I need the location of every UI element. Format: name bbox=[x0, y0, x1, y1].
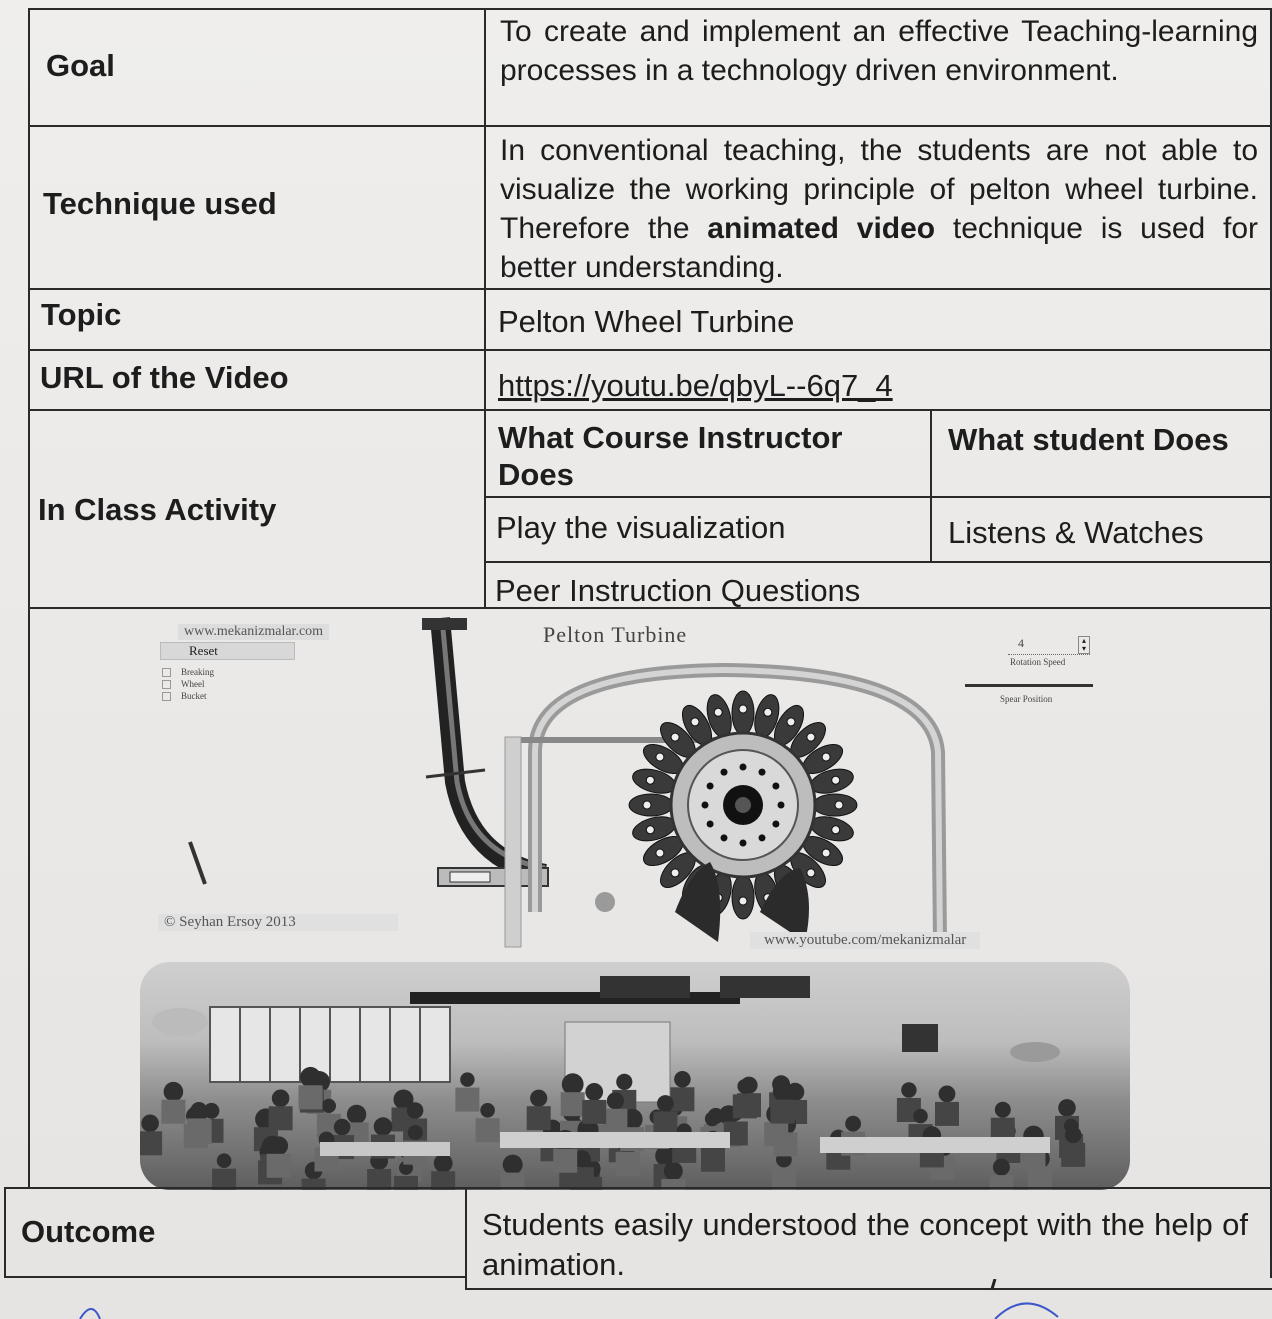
student-body bbox=[670, 1087, 694, 1111]
technique-value bbox=[500, 131, 1258, 287]
goal-label: Goal bbox=[46, 48, 115, 83]
student-body bbox=[603, 1109, 627, 1133]
student-head bbox=[269, 1136, 288, 1155]
bucket-highlight bbox=[807, 869, 815, 877]
disc-bolt bbox=[759, 769, 766, 776]
bucket-highlight bbox=[671, 869, 679, 877]
outcome-value: Students easily understood the concept with the help of animation. bbox=[482, 1207, 1248, 1282]
disc-bolt bbox=[721, 769, 728, 776]
student-body bbox=[616, 1152, 640, 1176]
url-label: URL of the Video bbox=[40, 360, 289, 395]
disc-bolt bbox=[778, 802, 785, 809]
row-divider-goal bbox=[28, 125, 1272, 127]
disc-bolt bbox=[740, 840, 747, 847]
student-head bbox=[300, 1067, 321, 1088]
checkbox-label: Bucket bbox=[181, 691, 207, 701]
goal-value: To create and implement an effective Teaching-learning processes in a technology driven environment. bbox=[500, 15, 1258, 87]
disc-bolt bbox=[707, 821, 714, 828]
student-body bbox=[140, 1131, 162, 1155]
student-head bbox=[374, 1117, 393, 1136]
student-body bbox=[764, 1122, 788, 1146]
outcome-top-border bbox=[4, 1187, 1272, 1189]
technique-value-part2: technique is used for better understanding. bbox=[500, 212, 1258, 284]
student-head bbox=[272, 1090, 290, 1108]
copyright-label: © Seyhan Ersoy 2013 bbox=[158, 914, 398, 931]
outcome-label: Outcome bbox=[21, 1214, 156, 1249]
student-head bbox=[503, 1155, 523, 1175]
bucket-highlight bbox=[671, 733, 679, 741]
student-body bbox=[653, 1112, 677, 1136]
pelton-turbine-drawing bbox=[150, 612, 1120, 957]
bucket-highlight bbox=[643, 801, 651, 809]
student-body bbox=[161, 1100, 185, 1124]
rotation-speed-value: 4 bbox=[1018, 636, 1024, 650]
technique-value-part1: In conventional teaching, the students are not able to visualize the working principle of pelton wheel turbine. Therefore the bbox=[500, 134, 1258, 245]
student-head bbox=[347, 1105, 366, 1124]
student-head bbox=[616, 1074, 632, 1090]
disc-bolt bbox=[702, 802, 709, 809]
bucket-highlight bbox=[832, 826, 840, 834]
student-head bbox=[995, 1102, 1011, 1118]
student-body bbox=[476, 1118, 500, 1142]
student-body bbox=[553, 1149, 577, 1173]
student-head bbox=[407, 1102, 424, 1119]
bucket-highlight bbox=[656, 753, 664, 761]
student-head bbox=[530, 1090, 547, 1107]
bucket-highlight bbox=[787, 718, 795, 726]
animation-screenshot bbox=[150, 612, 1120, 957]
disc-bolt bbox=[772, 821, 779, 828]
bucket-highlight bbox=[656, 849, 664, 857]
animation-site-label: www.mekanizmalar.com bbox=[178, 624, 329, 640]
topic-value: Pelton Wheel Turbine bbox=[498, 304, 795, 339]
figure-border-left bbox=[28, 608, 30, 1188]
student-body bbox=[187, 1118, 211, 1142]
video-url-link[interactable]: https://youtu.be/qbyL--6q7_4 bbox=[498, 368, 893, 403]
technique-label: Technique used bbox=[43, 186, 277, 221]
student-action: Listens & Watches bbox=[948, 515, 1204, 550]
pen-marks bbox=[0, 1279, 1272, 1319]
student-head bbox=[664, 1162, 683, 1181]
checkbox-label: Wheel bbox=[181, 679, 205, 689]
student-head bbox=[164, 1082, 184, 1102]
student-head bbox=[217, 1153, 232, 1168]
checkbox-label: Breaking bbox=[181, 667, 214, 677]
student-body bbox=[935, 1102, 959, 1126]
student-body bbox=[267, 1154, 291, 1178]
spear-position-label: Spear Position bbox=[1000, 694, 1053, 704]
activity-header-divider bbox=[484, 496, 1272, 498]
bucket-highlight bbox=[646, 826, 654, 834]
student-head bbox=[408, 1125, 423, 1140]
student-head bbox=[674, 1071, 691, 1088]
bucket-highlight bbox=[764, 708, 772, 716]
bucket-highlight bbox=[822, 753, 830, 761]
activity-row-divider bbox=[484, 561, 1272, 563]
student-head bbox=[585, 1083, 603, 1101]
student-head bbox=[773, 1082, 792, 1101]
bucket-highlight bbox=[807, 733, 815, 741]
student-head bbox=[993, 1159, 1010, 1176]
student-head bbox=[737, 1079, 752, 1094]
student-head bbox=[1058, 1099, 1076, 1117]
student-body bbox=[701, 1148, 725, 1172]
bucket-highlight bbox=[646, 776, 654, 784]
stepper-arrows-icon[interactable]: ▴ ▾ bbox=[1078, 636, 1090, 654]
student-body bbox=[455, 1088, 479, 1112]
student-body bbox=[733, 1094, 757, 1118]
student-head bbox=[480, 1103, 495, 1118]
table-border-top bbox=[28, 8, 1272, 10]
row-divider-url bbox=[28, 409, 1272, 411]
student-body bbox=[771, 1100, 795, 1124]
bucket-highlight bbox=[691, 718, 699, 726]
bucket-highlight bbox=[835, 801, 843, 809]
disc-bolt bbox=[721, 834, 728, 841]
peer-instruction: Peer Instruction Questions bbox=[495, 573, 861, 608]
bucket-highlight bbox=[832, 776, 840, 784]
student-head bbox=[460, 1072, 474, 1086]
outcome-bottom-border bbox=[4, 1276, 466, 1278]
disc-bolt bbox=[759, 834, 766, 841]
student-head bbox=[334, 1119, 351, 1136]
student-body bbox=[299, 1085, 323, 1109]
student-body bbox=[1061, 1143, 1085, 1167]
student-head bbox=[607, 1092, 624, 1109]
student-head bbox=[562, 1073, 584, 1095]
student-head bbox=[191, 1102, 208, 1119]
disc-bolt bbox=[707, 783, 714, 790]
disc-bolt bbox=[772, 783, 779, 790]
table-column-divider bbox=[484, 8, 486, 608]
student-head bbox=[434, 1154, 453, 1173]
bucket-highlight bbox=[714, 708, 722, 716]
student-head bbox=[901, 1082, 916, 1097]
classroom-photo bbox=[140, 962, 1130, 1190]
student-head bbox=[141, 1115, 159, 1133]
instructor-action: Play the visualization bbox=[496, 510, 786, 545]
reset-button[interactable]: Reset bbox=[160, 642, 295, 660]
student-head bbox=[845, 1116, 861, 1132]
disc-bolt bbox=[740, 764, 747, 771]
activity-subcolumn-divider bbox=[930, 409, 932, 563]
bucket-highlight bbox=[822, 849, 830, 857]
student-head bbox=[939, 1086, 956, 1103]
table-border-left bbox=[28, 8, 30, 608]
student-head bbox=[1065, 1127, 1082, 1144]
student-body bbox=[269, 1106, 293, 1130]
technique-value-bold: animated video bbox=[707, 212, 936, 245]
student-head bbox=[322, 1099, 336, 1113]
activity-label: In Class Activity bbox=[38, 492, 277, 527]
instructor-header: What Course Instructor Does bbox=[498, 420, 843, 492]
rotation-speed-label: Rotation Speed bbox=[1010, 657, 1066, 667]
bucket-highlight bbox=[739, 705, 747, 713]
row-divider-topic bbox=[28, 349, 1272, 351]
pipe-flange bbox=[422, 618, 467, 630]
classroom-scene bbox=[140, 962, 1130, 1190]
topic-label: Topic bbox=[41, 297, 122, 332]
student-body bbox=[561, 1092, 585, 1116]
youtube-label: www.youtube.com/mekanizmalar bbox=[750, 932, 980, 949]
student-header: What student Does bbox=[948, 422, 1229, 457]
student-body bbox=[582, 1100, 606, 1124]
row-divider-technique bbox=[28, 288, 1272, 290]
student-body bbox=[527, 1106, 551, 1130]
animation-title: Pelton Turbine bbox=[543, 622, 688, 647]
outcome-column-divider bbox=[465, 1187, 467, 1290]
student-head bbox=[913, 1109, 928, 1124]
outcome-left-border bbox=[4, 1187, 6, 1277]
bucket-highlight bbox=[739, 897, 747, 905]
student-head bbox=[657, 1095, 674, 1112]
student-head bbox=[705, 1112, 720, 1127]
